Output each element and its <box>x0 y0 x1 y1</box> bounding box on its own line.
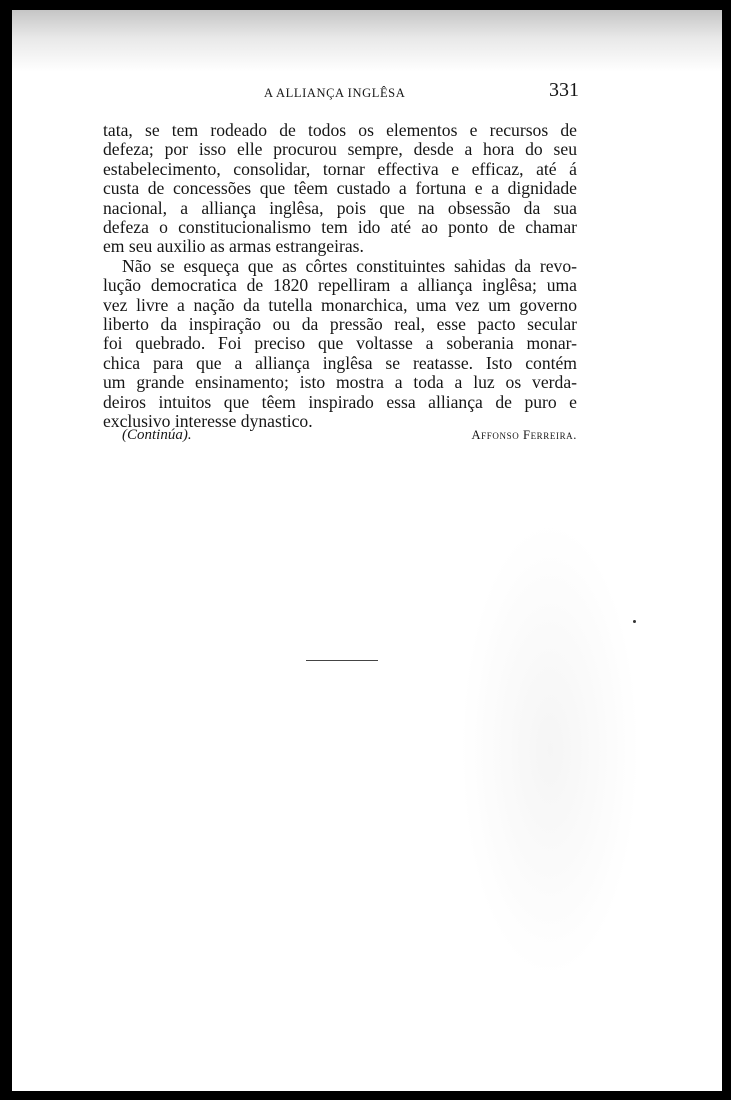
text-line: nacional, a alliança inglêsa, pois que na obsessão da sua <box>103 197 577 218</box>
text-line: custa de concessões que têem custado a fortuna e a dignidade <box>103 178 577 199</box>
text-line: exclusivo interesse dynastico. <box>103 411 313 432</box>
text-line: lução democratica de 1820 repelliram a alliança inglêsa; uma <box>103 275 577 296</box>
text-line: um grande ensinamento; isto mostra a toda a luz os verda- <box>103 372 577 393</box>
continued-note: (Continúa). <box>122 427 192 443</box>
text-line: vez livre a nação da tutella monarchica, uma vez um governo <box>103 294 577 315</box>
running-head: A ALLIANÇA INGLÊSA <box>264 86 406 100</box>
body-text <box>103 121 577 432</box>
text-line: estabelecimento, consolidar, tornar effectiva e efficaz, até á <box>103 158 577 179</box>
text-line: em seu auxilio as armas estrangeiras. <box>103 236 364 257</box>
text-line: Não se esqueça que as côrtes constituintes sahidas da revo- <box>122 255 577 276</box>
signature-row <box>122 427 577 449</box>
scan-speck <box>633 620 636 623</box>
text-line: deiros intuitos que têem inspirado essa alliança de puro e <box>103 391 577 412</box>
text-line: defeza; por isso elle procurou sempre, desde a hora do seu <box>103 139 577 160</box>
text-line: liberto da inspiração ou da pressão real, esse pacto secular <box>103 314 577 335</box>
text-line: foi quebrado. Foi preciso que voltasse a soberania monar- <box>103 333 577 354</box>
separator-rule <box>306 660 378 661</box>
text-line: defeza o constitucionalismo tem ido até ao ponto de chamar <box>103 217 577 238</box>
text-line: tata, se tem rodeado de todos os elementos e recursos de <box>103 120 577 140</box>
page-number: 331 <box>549 79 579 101</box>
author-signature: Affonso Ferreira. <box>471 428 577 442</box>
text-line: chica para que a alliança inglêsa se reatasse. Isto contém <box>103 352 577 373</box>
